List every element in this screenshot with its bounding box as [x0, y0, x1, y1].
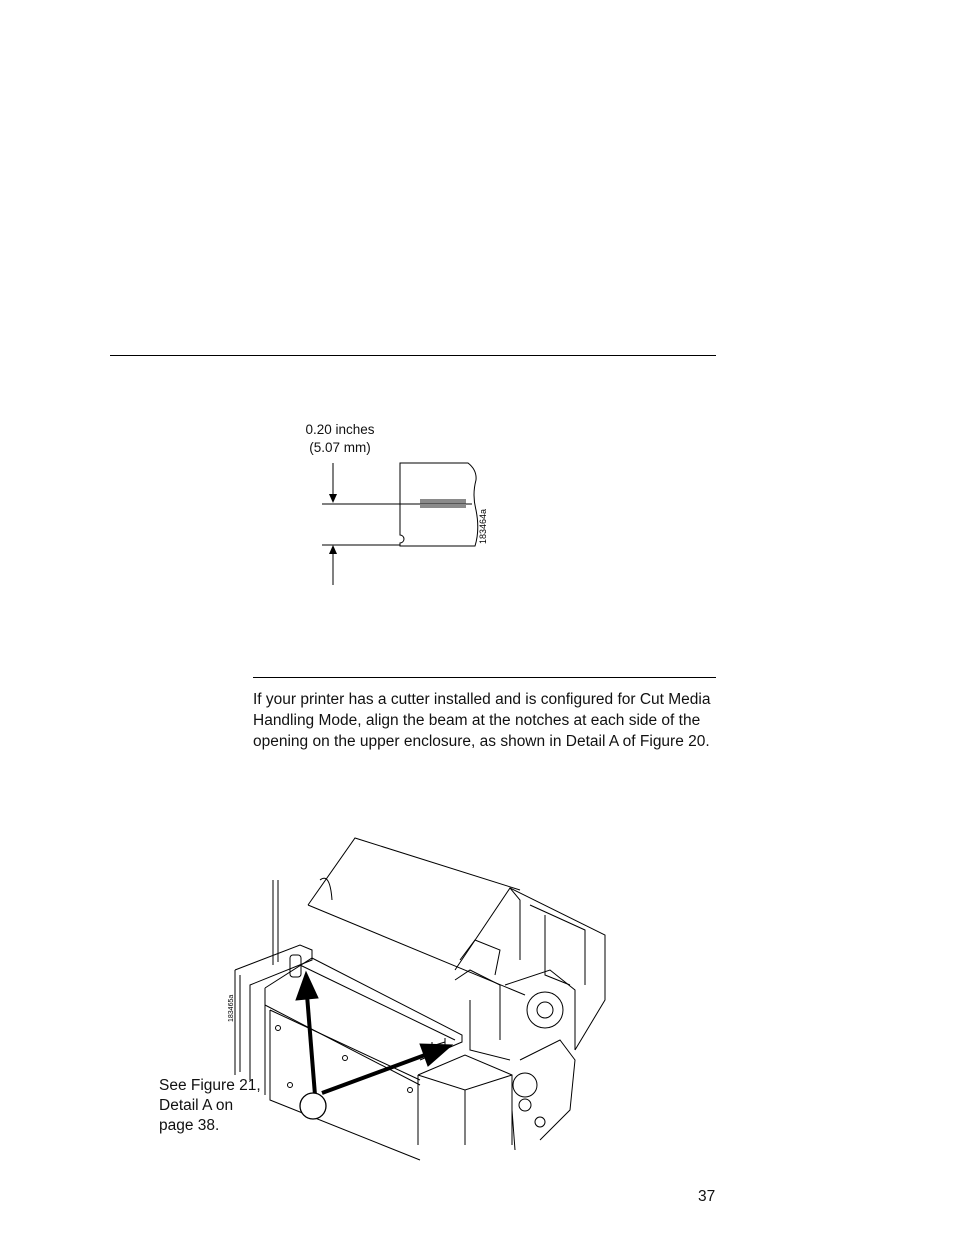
callout-line-2: Detail A on — [159, 1097, 234, 1114]
page-number: 37 — [698, 1188, 716, 1205]
figure-id-183464a: 183464a — [478, 508, 488, 544]
dimension-label-inches: 0.20 inches — [305, 422, 375, 437]
body-paragraph-line-3: opening on the upper enclosure, as shown in Detail A of Figure 20. — [253, 733, 710, 750]
callout-line-1: See Figure 21, — [159, 1077, 261, 1094]
figure-id-183465a: 183465a — [228, 994, 235, 1022]
callout-line-3: page 38. — [159, 1117, 220, 1134]
body-paragraph-line-1: If your printer has a cutter installed and is configured for Cut Media — [253, 691, 711, 708]
callout-circle — [300, 1093, 326, 1119]
body-paragraph-line-2: Handling Mode, align the beam at the notches at each side of the — [253, 712, 701, 729]
dimension-label-mm: (5.07 mm) — [309, 440, 371, 455]
